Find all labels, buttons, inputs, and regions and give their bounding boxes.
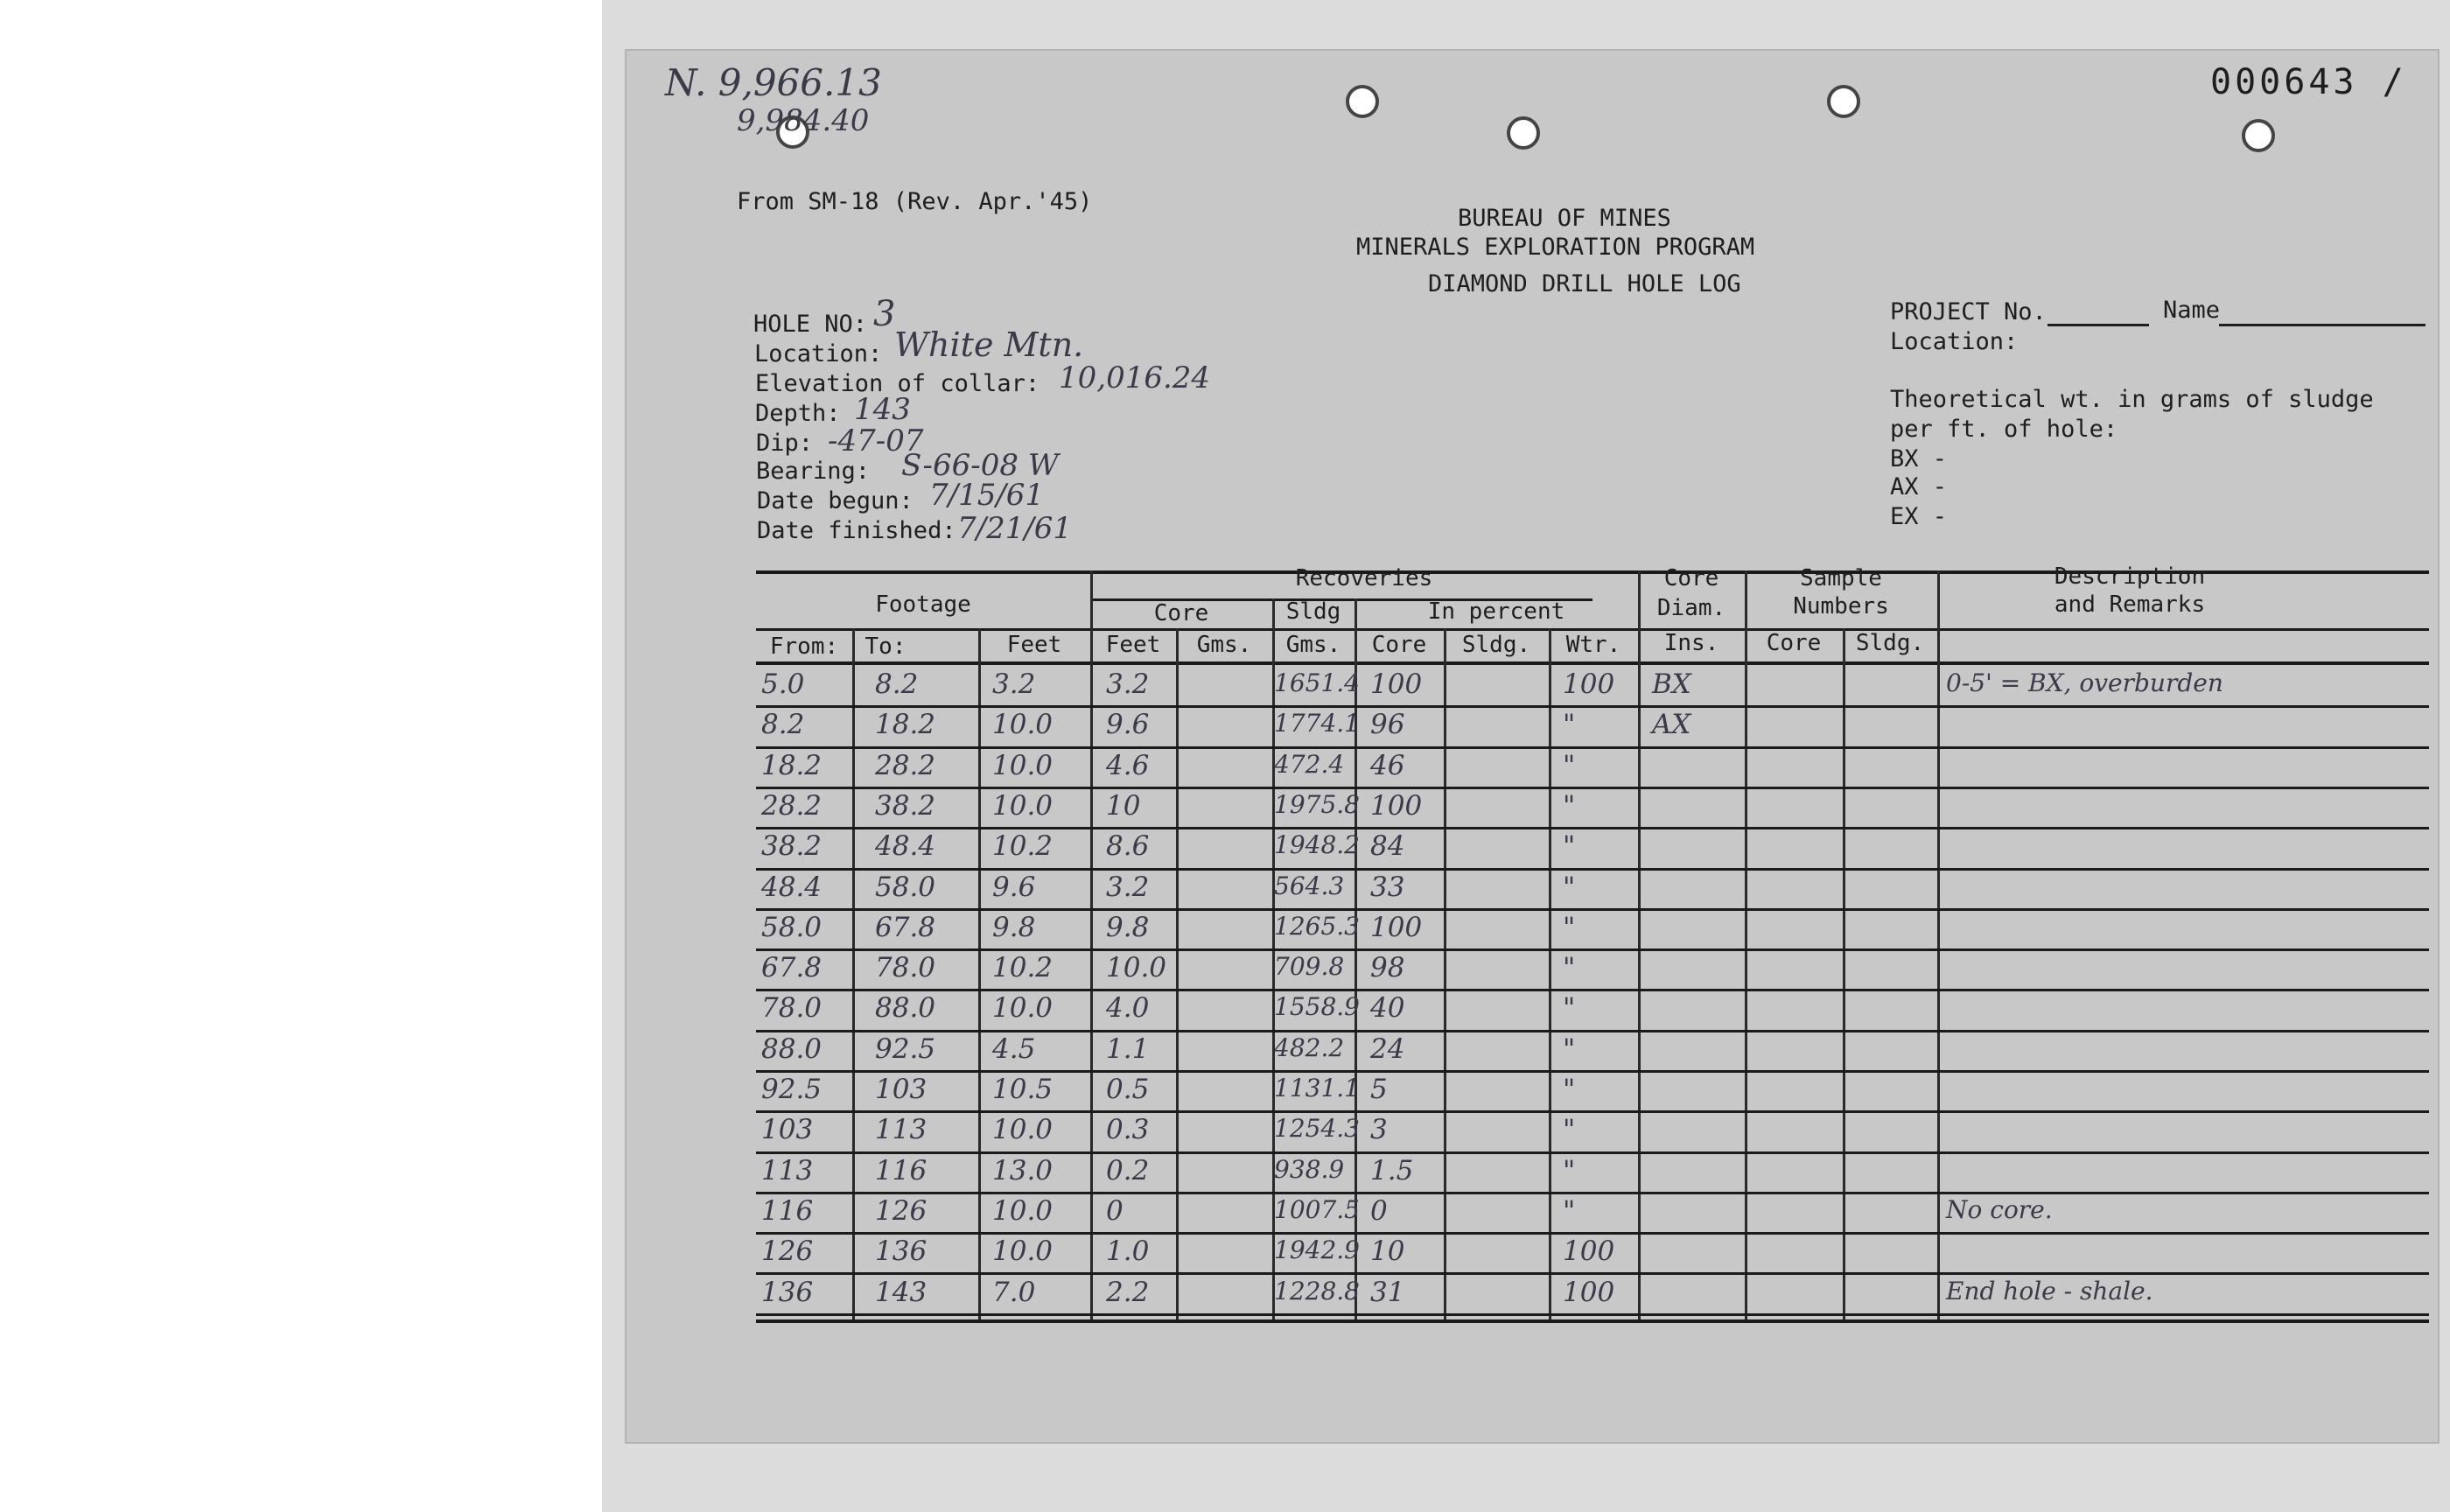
cell-feet: 13.0 — [992, 1154, 1054, 1186]
cell-remarks: End hole - shale. — [1946, 1276, 2153, 1306]
theoretical-wt-line-2: per ft. of hole: — [1890, 416, 2118, 443]
punch-hole — [1507, 116, 1540, 150]
cell-feet: 10.0 — [992, 749, 1054, 781]
cell-feet: 10.5 — [992, 1074, 1054, 1105]
cell-pct-core: 24 — [1370, 1032, 1405, 1065]
cell-pct-wtr: " — [1563, 1194, 1576, 1227]
cell-core-feet: 9.8 — [1106, 911, 1150, 943]
cell-core-feet: 0 — [1106, 1194, 1124, 1227]
location-label: Location: — [754, 340, 883, 368]
cell-pct-wtr: 100 — [1563, 1276, 1615, 1308]
cell-pct-wtr: " — [1563, 1032, 1576, 1065]
cell-pct-wtr: " — [1563, 911, 1576, 943]
document-number: 000643 / — [2210, 62, 2407, 102]
cell-pct-core: 98 — [1370, 952, 1405, 984]
cell-core-feet: 2.2 — [1106, 1276, 1150, 1308]
cell-core-feet: 1.0 — [1106, 1236, 1150, 1268]
cell-pct-core: 100 — [1370, 668, 1423, 700]
elevation-value: 10,016.24 — [1059, 360, 1211, 396]
cell-feet: 10.0 — [992, 1194, 1054, 1227]
cell-feet: 10.0 — [992, 1236, 1054, 1268]
cell-from: 88.0 — [761, 1032, 822, 1065]
col-divider — [1745, 570, 1747, 1320]
cell-core-feet: 4.6 — [1106, 749, 1150, 781]
cell-pct-core: 1.5 — [1370, 1154, 1414, 1186]
col-pct-wtr: Wtr. — [1565, 632, 1621, 658]
cell-pct-core: 33 — [1370, 871, 1405, 903]
cell-sldg-gms: 1558.9 — [1274, 992, 1360, 1022]
date-begun-value: 7/15/61 — [929, 478, 1045, 513]
date-begun-label: Date begun: — [757, 487, 914, 514]
cell-to: 78.0 — [875, 952, 936, 984]
cell-pct-core: 31 — [1370, 1276, 1405, 1308]
cell-to: 88.0 — [875, 992, 936, 1025]
cell-core-feet: 1.1 — [1106, 1032, 1150, 1065]
form-reference: From SM-18 (Rev. Apr.'45) — [737, 188, 1093, 215]
col-divider — [1444, 628, 1446, 1320]
cell-to: 136 — [875, 1236, 928, 1268]
col-divider — [1937, 570, 1940, 1320]
cell-pct-core: 84 — [1370, 830, 1405, 863]
col-feet: Feet — [1006, 632, 1062, 658]
cell-from: 103 — [761, 1114, 814, 1146]
row-rule — [756, 1192, 2429, 1194]
sample-header-2: Numbers — [1793, 593, 1889, 620]
col-sample-sldg: Sldg. — [1855, 630, 1925, 656]
cell-pct-wtr: " — [1563, 1154, 1576, 1186]
in-percent-header: In percent — [1427, 598, 1565, 625]
project-no-blank — [2048, 324, 2149, 326]
cell-from: 136 — [761, 1276, 814, 1308]
cell-feet: 10.0 — [992, 789, 1054, 822]
cell-sldg-gms: 1265.3 — [1274, 911, 1360, 941]
cell-core-feet: 9.6 — [1106, 709, 1150, 741]
col-core-diam-ins: Ins. — [1663, 630, 1719, 656]
cell-to: 126 — [875, 1194, 928, 1227]
col-sample-core: Core — [1766, 630, 1822, 656]
bx-label: BX - — [1890, 445, 1948, 472]
bearing-value: S-66-08 W — [901, 448, 1059, 483]
cell-pct-wtr: 100 — [1563, 668, 1615, 700]
cell-pct-wtr: 100 — [1563, 1236, 1615, 1268]
cell-sldg-gms: 472.4 — [1274, 749, 1345, 779]
date-finished-value: 7/21/61 — [957, 511, 1073, 546]
cell-pct-core: 0 — [1370, 1194, 1388, 1227]
row-rule — [756, 746, 2429, 749]
punch-hole — [1346, 85, 1379, 118]
sldg-group-header: Sldg — [1285, 598, 1341, 625]
row-rule — [756, 1030, 2429, 1032]
cell-sldg-gms: 1651.4 — [1274, 668, 1360, 697]
cell-from: 58.0 — [761, 911, 822, 943]
cell-feet: 10.2 — [992, 830, 1054, 863]
project-name-label: Name — [2163, 297, 2221, 324]
cell-sldg-gms: 1774.1 — [1274, 709, 1360, 738]
col-sldg-gms: Gms. — [1285, 632, 1341, 658]
cell-pct-core: 10 — [1370, 1236, 1405, 1268]
recoveries-header: Recoveries — [1295, 565, 1433, 592]
cell-feet: 4.5 — [992, 1032, 1036, 1065]
cell-core-feet: 3.2 — [1106, 871, 1150, 903]
cell-feet: 7.0 — [992, 1276, 1036, 1308]
cell-core-feet: 4.0 — [1106, 992, 1150, 1025]
col-from: From: — [769, 634, 839, 660]
cell-sldg-gms: 1942.9 — [1274, 1236, 1360, 1265]
cell-diam: AX — [1652, 709, 1691, 741]
cell-pct-wtr: " — [1563, 830, 1576, 863]
cell-from: 8.2 — [761, 709, 805, 741]
core-group-header: Core — [1153, 600, 1209, 626]
cell-to: 67.8 — [875, 911, 936, 943]
corner-note-1: N. 9,966.13 — [665, 61, 882, 104]
cell-core-feet: 0.5 — [1106, 1074, 1150, 1105]
col-divider — [1090, 570, 1093, 1320]
cell-pct-core: 100 — [1370, 789, 1423, 822]
row-rule — [756, 705, 2429, 708]
bearing-label: Bearing: — [756, 458, 871, 485]
cell-to: 48.4 — [875, 830, 936, 863]
table-column-head-rule — [756, 662, 2429, 665]
row-rule — [756, 948, 2429, 951]
cell-pct-wtr: " — [1563, 1074, 1576, 1105]
table-bottom-rule — [756, 1320, 2429, 1323]
dip-value: -47-07 — [828, 424, 924, 458]
project-location-label: Location: — [1890, 328, 2019, 355]
cell-from: 48.4 — [761, 871, 822, 903]
cell-pct-core: 5 — [1370, 1074, 1388, 1105]
cell-feet: 3.2 — [992, 668, 1036, 700]
cell-from: 92.5 — [761, 1074, 822, 1105]
row-rule — [756, 787, 2429, 789]
row-rule — [756, 1313, 2429, 1316]
row-rule — [756, 908, 2429, 911]
core-diam-header-2: Diam. — [1656, 595, 1726, 621]
col-to: To: — [864, 634, 906, 660]
depth-value: 143 — [854, 392, 911, 427]
date-finished-label: Date finished: — [757, 517, 956, 544]
cell-sldg-gms: 1007.5 — [1274, 1194, 1360, 1224]
col-divider — [978, 628, 981, 1320]
cell-to: 103 — [875, 1074, 928, 1105]
cell-from: 18.2 — [761, 749, 822, 781]
cell-from: 5.0 — [761, 668, 805, 700]
cell-from: 67.8 — [761, 952, 822, 984]
location-value: White Mtn. — [894, 326, 1084, 364]
project-no-label: PROJECT No. — [1890, 298, 2047, 326]
cell-to: 113 — [875, 1114, 928, 1146]
elevation-label: Elevation of collar: — [755, 370, 1040, 397]
cell-core-feet: 8.6 — [1106, 830, 1150, 863]
cell-feet: 9.8 — [992, 911, 1036, 943]
cell-diam: BX — [1652, 668, 1691, 700]
row-rule — [756, 1232, 2429, 1235]
cell-sldg-gms: 1975.8 — [1274, 789, 1360, 819]
cell-to: 116 — [875, 1154, 928, 1186]
col-pct-core: Core — [1371, 632, 1427, 658]
cell-pct-wtr: " — [1563, 749, 1576, 781]
col-divider — [1638, 570, 1641, 1320]
cell-sldg-gms: 564.3 — [1274, 871, 1345, 900]
header-line-1: BUREAU OF MINES — [1458, 205, 1671, 232]
footage-header: Footage — [875, 592, 971, 618]
cell-sldg-gms: 1131.1 — [1274, 1074, 1360, 1102]
cell-to: 143 — [875, 1276, 928, 1308]
description-header-2: and Remarks — [2054, 592, 2206, 618]
corner-note-2: 9,984.40 — [737, 103, 870, 138]
cell-sldg-gms: 1948.2 — [1274, 830, 1360, 860]
row-rule — [756, 827, 2429, 830]
cell-core-feet: 3.2 — [1106, 668, 1150, 700]
row-rule — [756, 1272, 2429, 1275]
cell-sldg-gms: 938.9 — [1274, 1154, 1345, 1184]
cell-to: 92.5 — [875, 1032, 936, 1065]
cell-pct-wtr: " — [1563, 1114, 1576, 1146]
theoretical-wt-line-1: Theoretical wt. in grams of sludge — [1890, 386, 2374, 413]
col-divider — [1176, 628, 1179, 1320]
row-rule — [756, 989, 2429, 991]
ex-label: EX - — [1890, 503, 1948, 530]
cell-core-feet: 10.0 — [1106, 952, 1167, 984]
row-rule — [756, 1070, 2429, 1073]
cell-pct-wtr: " — [1563, 952, 1576, 984]
cell-from: 78.0 — [761, 992, 822, 1025]
cell-pct-wtr: " — [1563, 871, 1576, 903]
cell-sldg-gms: 482.2 — [1274, 1032, 1345, 1062]
cell-feet: 10.0 — [992, 1114, 1054, 1146]
cell-feet: 10.2 — [992, 952, 1054, 984]
table-header-rule — [756, 628, 2429, 631]
cell-pct-core: 100 — [1370, 911, 1423, 943]
cell-core-feet: 0.2 — [1106, 1154, 1150, 1186]
col-core-gms: Gms. — [1196, 632, 1252, 658]
hole-no-value: 3 — [873, 294, 896, 334]
punch-hole — [1827, 85, 1860, 118]
header-line-3: DIAMOND DRILL HOLE LOG — [1428, 270, 1741, 298]
cell-pct-core: 3 — [1370, 1114, 1388, 1146]
cell-from: 126 — [761, 1236, 814, 1268]
sample-header-1: Sample — [1800, 565, 1882, 592]
cell-feet: 10.0 — [992, 709, 1054, 741]
row-rule — [756, 1110, 2429, 1113]
cell-sldg-gms: 709.8 — [1274, 952, 1345, 982]
dip-label: Dip: — [756, 430, 814, 457]
cell-pct-core: 96 — [1370, 709, 1405, 741]
cell-pct-wtr: " — [1563, 709, 1576, 741]
depth-label: Depth: — [755, 400, 841, 427]
row-rule — [756, 1152, 2429, 1154]
col-divider — [852, 628, 855, 1320]
cell-sldg-gms: 1228.8 — [1274, 1276, 1360, 1306]
cell-from: 38.2 — [761, 830, 822, 863]
description-header-1: Description — [2054, 564, 2206, 590]
cell-core-feet: 10 — [1106, 789, 1141, 822]
cell-sldg-gms: 1254.3 — [1274, 1114, 1360, 1144]
cell-from: 28.2 — [761, 789, 822, 822]
ax-label: AX - — [1890, 473, 1948, 500]
cell-remarks: 0-5' = BX, overburden — [1946, 668, 2223, 697]
cell-pct-core: 46 — [1370, 749, 1405, 781]
cell-to: 38.2 — [875, 789, 936, 822]
col-divider — [1843, 628, 1845, 1320]
project-name-blank — [2219, 324, 2426, 326]
header-line-2: MINERALS EXPLORATION PROGRAM — [1356, 234, 1755, 261]
col-divider — [1549, 628, 1551, 1320]
cell-pct-wtr: " — [1563, 789, 1576, 822]
cell-to: 28.2 — [875, 749, 936, 781]
cell-to: 18.2 — [875, 709, 936, 741]
col-core-feet: Feet — [1105, 632, 1161, 658]
hole-no-label: HOLE NO: — [753, 311, 868, 338]
cell-pct-core: 40 — [1370, 992, 1405, 1025]
cell-feet: 9.6 — [992, 871, 1036, 903]
cell-remarks: No core. — [1946, 1194, 2053, 1224]
cell-pct-wtr: " — [1563, 992, 1576, 1025]
cell-from: 113 — [761, 1154, 814, 1186]
punch-hole — [2242, 119, 2275, 152]
cell-core-feet: 0.3 — [1106, 1114, 1150, 1146]
cell-to: 58.0 — [875, 871, 936, 903]
cell-to: 8.2 — [875, 668, 919, 700]
core-diam-header-1: Core — [1663, 565, 1719, 592]
col-pct-sldg: Sldg. — [1461, 632, 1531, 658]
cell-feet: 10.0 — [992, 992, 1054, 1025]
cell-from: 116 — [761, 1194, 814, 1227]
